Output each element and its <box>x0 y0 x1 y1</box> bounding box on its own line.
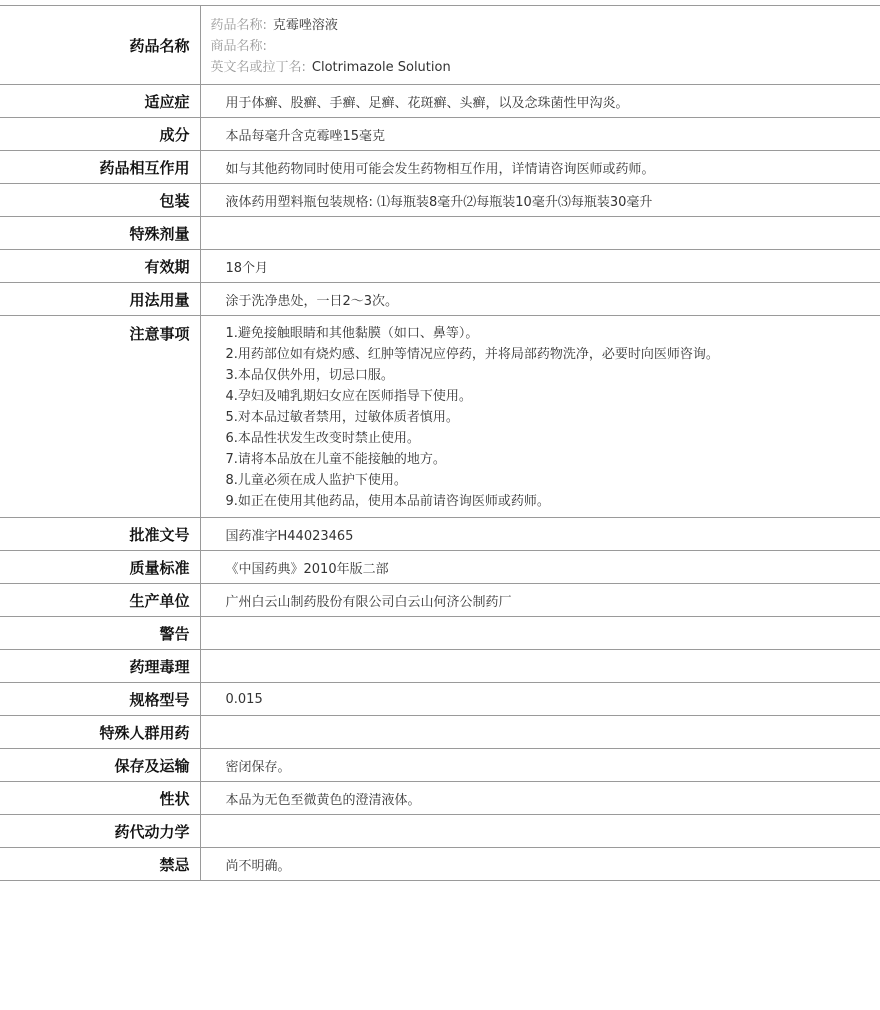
row-label: 保存及运输 <box>0 749 200 782</box>
precaution-item: 3.本品仅供外用，切忌口服。 <box>225 368 394 383</box>
row-label: 药理毒理 <box>0 650 200 683</box>
row-ingredients <box>0 118 880 151</box>
precaution-item: 6.本品性状发生改变时禁止使用。 <box>225 431 420 446</box>
generic-name-value: 克霉唑溶液 <box>272 18 338 33</box>
row-label: 有效期 <box>0 250 200 283</box>
row-drug-name <box>0 6 880 85</box>
row-value: 本品为无色至微黄色的澄清液体。 <box>225 792 421 808</box>
english-name-line <box>211 57 880 78</box>
precaution-item: 4.孕妇及哺乳期妇女应在医师指导下使用。 <box>225 389 472 404</box>
row-value: 用于体癣、股癣、手癣、足癣、花斑癣、头癣，以及念珠菌性甲沟炎。 <box>225 95 629 111</box>
row-value <box>200 217 880 250</box>
row-value <box>200 650 880 683</box>
row-approval-number <box>0 518 880 551</box>
row-packaging <box>0 184 880 217</box>
row-value: 本品每毫升含克霉唑15毫克 <box>225 128 386 144</box>
row-shelf-life <box>0 250 880 283</box>
row-label: 特殊人群用药 <box>0 716 200 749</box>
row-value <box>200 716 880 749</box>
row-value: 《中国药典》2010年版二部 <box>225 561 389 577</box>
trade-name-line <box>211 36 880 57</box>
row-value: 国药准字H44023465 <box>225 528 354 544</box>
row-pharmacokinetics <box>0 815 880 848</box>
row-label: 药品名称 <box>0 6 200 85</box>
row-interactions <box>0 151 880 184</box>
row-value: 涂于洗净患处，一日2～3次。 <box>225 293 399 309</box>
row-value <box>200 815 880 848</box>
row-quality-standard <box>0 551 880 584</box>
english-name-label: 英文名或拉丁名: <box>210 60 306 75</box>
row-usage <box>0 283 880 316</box>
row-precautions <box>0 316 880 518</box>
row-label: 包装 <box>0 184 200 217</box>
row-label: 规格型号 <box>0 683 200 716</box>
precaution-item: 8.儿童必须在成人监护下使用。 <box>225 473 407 488</box>
row-storage <box>0 749 880 782</box>
generic-name-line <box>211 15 880 36</box>
row-indications <box>0 85 880 118</box>
row-label: 性状 <box>0 782 200 815</box>
row-pharmacology <box>0 650 880 683</box>
row-value: 18个月 <box>225 260 269 276</box>
precaution-item: 9.如正在使用其他药品，使用本品前请咨询医师或药师。 <box>225 494 550 509</box>
drug-name-cell <box>200 6 880 85</box>
row-label: 批准文号 <box>0 518 200 551</box>
row-label: 生产单位 <box>0 584 200 617</box>
row-contraindications <box>0 848 880 881</box>
row-special-populations <box>0 716 880 749</box>
precautions-list <box>200 316 880 518</box>
row-specification <box>0 683 880 716</box>
trade-name-label: 商品名称: <box>210 39 267 54</box>
precaution-item: 7.请将本品放在儿童不能接触的地方。 <box>225 452 446 467</box>
row-label: 警告 <box>0 617 200 650</box>
row-warning <box>0 617 880 650</box>
row-label: 质量标准 <box>0 551 200 584</box>
drug-info-table <box>0 5 880 881</box>
row-value: 如与其他药物同时使用可能会发生药物相互作用，详情请咨询医师或药师。 <box>225 161 655 177</box>
row-value: 0.015 <box>225 691 263 707</box>
row-special-dosage <box>0 217 880 250</box>
row-label: 禁忌 <box>0 848 200 881</box>
row-value: 广州白云山制药股份有限公司白云山何济公制药厂 <box>225 594 512 610</box>
row-value <box>200 617 880 650</box>
row-label: 用法用量 <box>0 283 200 316</box>
row-appearance <box>0 782 880 815</box>
row-label: 注意事项 <box>0 316 200 518</box>
generic-name-label: 药品名称: <box>210 18 267 33</box>
precaution-item: 1.避免接触眼睛和其他黏膜（如口、鼻等）。 <box>225 326 479 341</box>
row-value: 尚不明确。 <box>225 858 291 874</box>
english-name-value: Clotrimazole Solution <box>311 60 451 75</box>
row-label: 适应症 <box>0 85 200 118</box>
row-manufacturer <box>0 584 880 617</box>
row-label: 成分 <box>0 118 200 151</box>
row-label: 药代动力学 <box>0 815 200 848</box>
row-value: 液体药用塑料瓶包装规格: ⑴每瓶装8毫升⑵每瓶装10毫升⑶每瓶装30毫升 <box>225 194 653 210</box>
precaution-item: 2.用药部位如有烧灼感、红肿等情况应停药，并将局部药物洗净，必要时向医师咨询。 <box>225 347 719 362</box>
precaution-item: 5.对本品过敏者禁用，过敏体质者慎用。 <box>225 410 459 425</box>
row-label: 药品相互作用 <box>0 151 200 184</box>
row-value: 密闭保存。 <box>225 759 291 775</box>
row-label: 特殊剂量 <box>0 217 200 250</box>
